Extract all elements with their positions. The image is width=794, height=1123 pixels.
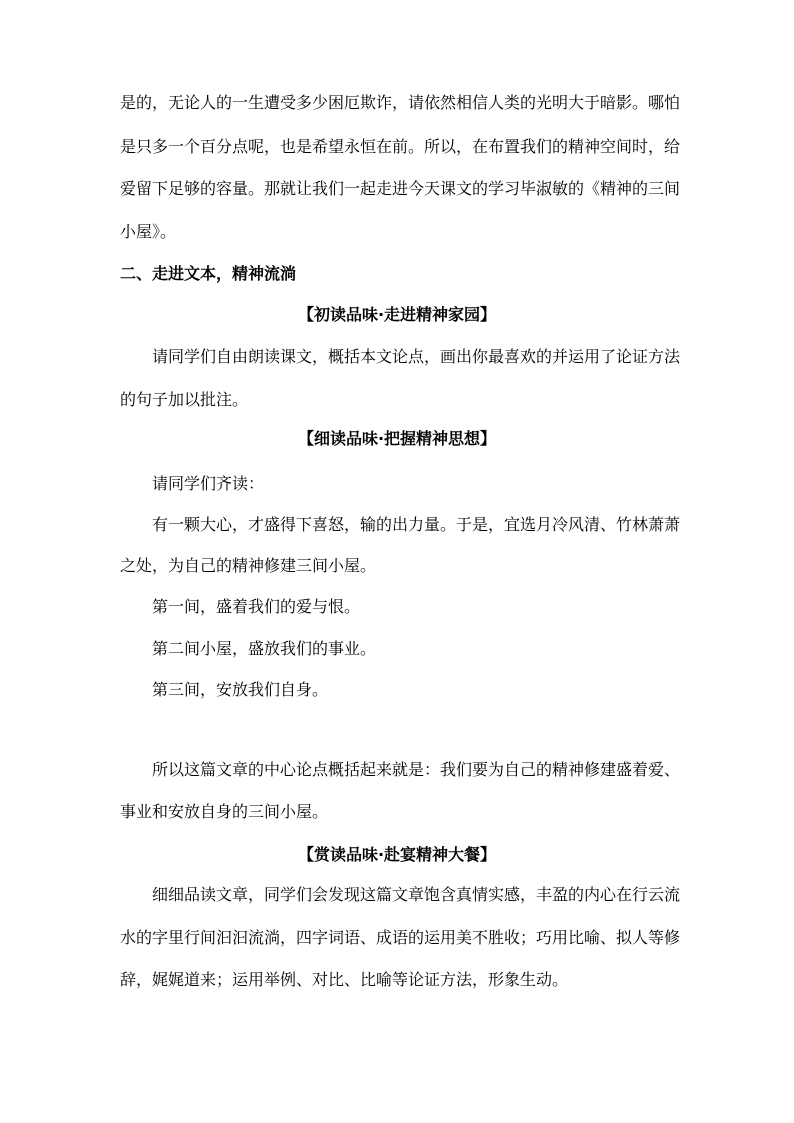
subsection-heading-appreciation: 【赏读品味·赴宴精神大餐】 <box>297 845 497 864</box>
subsection-heading-first-reading: 【初读品味·走进精神家园】 <box>297 305 497 324</box>
appreciation-line-3: 辞，娓娓道来；运用举例、对比、比喻等论证方法，形象生动。 <box>120 970 569 989</box>
summary-line-2: 事业和安放自身的三间小屋。 <box>120 802 329 821</box>
intro-line-3: 爱留下足够的容量。那就让我们一起走进今天课文的学习毕淑敏的《精神的三间 <box>120 179 681 198</box>
intro-line-2: 是只多一个百分点呢，也是希望永恒在前。所以，在布置我们的精神空间时，给 <box>120 137 681 156</box>
close-reading-prompt: 请同学们齐读： <box>152 474 265 493</box>
first-reading-line-2: 的句子加以批注。 <box>120 390 249 409</box>
room-3-line: 第三间，安放我们自身。 <box>152 680 329 699</box>
summary-line-1: 所以这篇文章的中心论点概括起来就是：我们要为自己的精神修建盛着爱、 <box>152 760 681 779</box>
appreciation-line-1: 细细品读文章，同学们会发现这篇文章饱含真情实感，丰盈的内心在行云流 <box>152 885 681 904</box>
close-reading-line-2: 之处，为自己的精神修建三间小屋。 <box>120 556 377 575</box>
appreciation-line-2: 水的字里行间汩汩流淌，四字词语、成语的运用美不胜收；巧用比喻、拟人等修 <box>120 928 681 947</box>
room-2-line: 第二间小屋，盛放我们的事业。 <box>152 639 377 658</box>
first-reading-line-1: 请同学们自由朗读课文，概括本文论点，画出你最喜欢的并运用了论证方法 <box>152 347 681 366</box>
subsection-heading-close-reading: 【细读品味·把握精神思想】 <box>297 429 497 448</box>
intro-line-4: 小屋》。 <box>120 222 177 241</box>
close-reading-line-1: 有一颗大心，才盛得下喜怒，输的出力量。于是，宜选月冷风清、竹林萧萧 <box>152 515 681 534</box>
section-heading-2: 二、走进文本，精神流淌 <box>120 264 297 283</box>
room-1-line: 第一间，盛着我们的爱与恨。 <box>152 597 361 616</box>
intro-line-1: 是的，无论人的一生遭受多少困厄欺诈，请依然相信人类的光明大于暗影。哪怕 <box>120 93 681 112</box>
